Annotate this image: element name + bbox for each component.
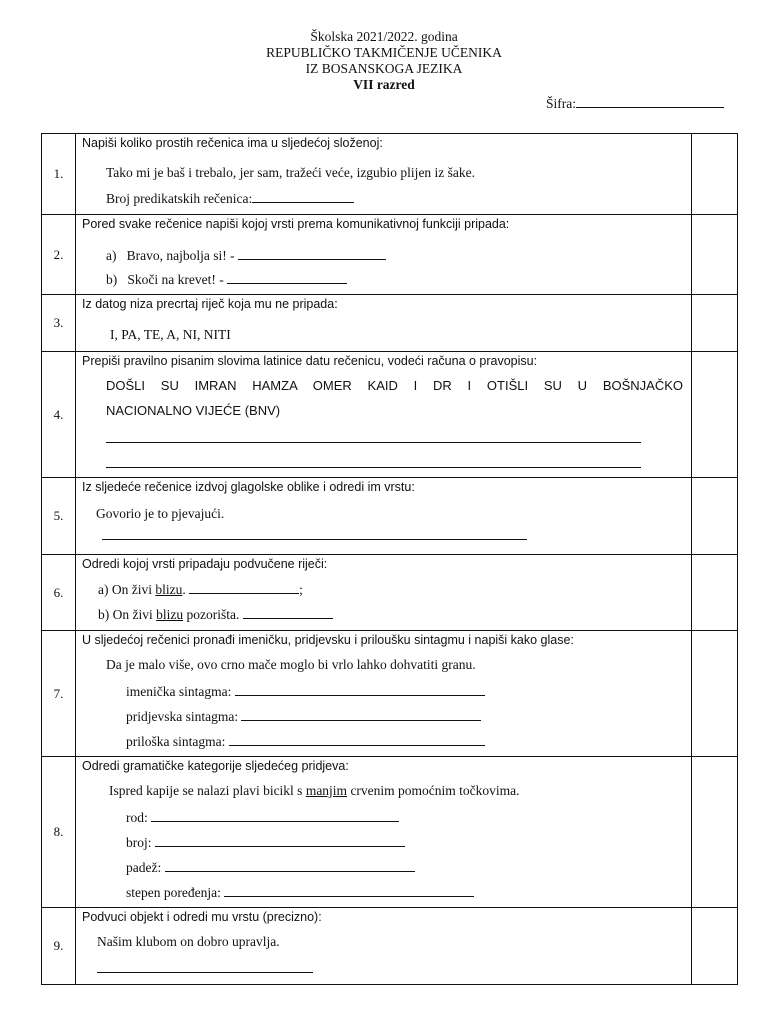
underlined-word: blizu <box>156 607 184 622</box>
field-label: imenička sintagma: <box>126 684 232 699</box>
question-sentence: Govorio je to pjevajući. <box>96 506 225 521</box>
question-sentence: Da je malo više, ovo crno mače moglo bi vrlo lahko dohvatiti granu. <box>106 657 476 672</box>
underlined-word: blizu <box>155 582 183 597</box>
answer-blank[interactable] <box>238 247 386 260</box>
answer-line <box>126 708 481 725</box>
answer-blank[interactable] <box>235 683 485 696</box>
question-body <box>76 215 692 295</box>
question-body <box>76 631 692 757</box>
item-marker: a) <box>106 248 117 263</box>
item-marker: b) <box>106 272 118 287</box>
question-prompt: Iz sljedeće rečenice izdvoj glagolske oblike i odredi im vrstu: <box>82 480 415 494</box>
question-number: 8. <box>42 757 76 908</box>
answer-line <box>126 859 415 876</box>
score-cell[interactable] <box>692 908 738 985</box>
answer-line <box>98 606 333 623</box>
question-body <box>76 478 692 555</box>
question-sentence <box>109 783 520 799</box>
item-text: pozorišta. <box>183 607 240 622</box>
question-body <box>76 295 692 352</box>
question-number: 6. <box>42 555 76 631</box>
field-label: rod: <box>126 810 148 825</box>
question-row-8 <box>42 757 738 908</box>
question-row-5 <box>42 478 738 555</box>
answer-line <box>126 834 405 851</box>
question-number: 1. <box>42 134 76 215</box>
question-sentence: Našim klubom on dobro upravlja. <box>97 934 280 949</box>
sentence-part: Ispred kapije se nalazi plavi bicikl s <box>109 783 306 798</box>
item-text: . <box>182 582 186 597</box>
field-label: stepen poređenja: <box>126 885 221 900</box>
score-cell[interactable] <box>692 631 738 757</box>
question-prompt: Odredi kojoj vrsti pripadaju podvučene riječi: <box>82 557 328 571</box>
answer-line <box>106 271 347 288</box>
question-row-9 <box>42 908 738 985</box>
question-prompt: Iz datog niza precrtaj riječ koja mu ne pripada: <box>82 297 338 311</box>
question-body <box>76 134 692 215</box>
item-text: a) On živi <box>98 582 156 597</box>
field-label: pridjevska sintagma: <box>126 709 239 724</box>
answer-blank[interactable] <box>227 271 347 284</box>
score-cell[interactable] <box>692 295 738 352</box>
question-row-2 <box>42 215 738 295</box>
item-text: Skoči na krevet! - <box>127 272 224 287</box>
question-row-4 <box>42 352 738 478</box>
question-row-7 <box>42 631 738 757</box>
score-cell[interactable] <box>692 352 738 478</box>
answer-line <box>126 809 399 826</box>
answer-line <box>126 683 485 700</box>
question-number: 5. <box>42 478 76 555</box>
question-number: 7. <box>42 631 76 757</box>
answer-blank[interactable] <box>155 834 405 847</box>
underlined-word: manjim <box>305 783 348 798</box>
question-number: 4. <box>42 352 76 478</box>
question-prompt: Prepiši pravilno pisanim slovima latinice datu rečenicu, vodeći računa o pravopisu: <box>82 354 538 368</box>
answer-line <box>106 247 386 264</box>
question-body <box>76 757 692 908</box>
score-cell[interactable] <box>692 478 738 555</box>
field-label: padež: <box>126 860 162 875</box>
code-field <box>546 95 724 112</box>
code-label: Šifra: <box>546 96 576 111</box>
field-label: broj: <box>126 835 152 850</box>
grade-label: VII razred <box>353 77 415 92</box>
answer-line <box>106 190 354 207</box>
question-row-3 <box>42 295 738 352</box>
sentence-line-2: NACIONALNO VIJEĆE (BNV) <box>106 403 281 418</box>
item-text: b) On živi <box>98 607 157 622</box>
answer-blank[interactable] <box>106 442 641 443</box>
score-cell[interactable] <box>692 215 738 295</box>
score-cell[interactable] <box>692 555 738 631</box>
answer-blank[interactable] <box>97 972 313 973</box>
answer-label: Broj predikatskih rečenica: <box>106 191 253 206</box>
word-series: I, PA, TE, A, NI, NITI <box>110 327 231 342</box>
question-table <box>41 133 738 985</box>
question-prompt: Pored svake rečenice napiši kojoj vrsti prema komunikativnoj funkciji pripada: <box>82 217 510 231</box>
answer-line <box>126 733 485 750</box>
answer-blank[interactable] <box>151 809 399 822</box>
school-year: Školska 2021/2022. godina <box>310 29 458 44</box>
question-row-6 <box>42 555 738 631</box>
score-cell[interactable] <box>692 134 738 215</box>
question-prompt: U sljedećoj rečenici pronađi imeničku, pridjevsku i priloušku sintagmu i napiši kako glase: <box>82 633 574 647</box>
field-label: priloška sintagma: <box>126 734 226 749</box>
subject-title: IZ BOSANSKOGA JEZIKA <box>305 61 463 76</box>
answer-blank[interactable] <box>102 539 527 540</box>
question-row-1 <box>42 134 738 215</box>
competition-title: REPUBLIČKO TAKMIČENJE UČENIKA <box>266 45 502 60</box>
answer-blank[interactable] <box>241 708 481 721</box>
item-text: ; <box>299 582 303 597</box>
question-prompt: Napiši koliko prostih rečenica ima u sljedećoj složenoj: <box>82 136 383 150</box>
question-prompt: Podvuci objekt i odredi mu vrstu (precizno): <box>82 910 322 924</box>
question-number: 3. <box>42 295 76 352</box>
answer-blank[interactable] <box>229 733 485 746</box>
answer-blank[interactable] <box>165 859 415 872</box>
score-cell[interactable] <box>692 757 738 908</box>
question-prompt: Odredi gramatičke kategorije sljedećeg pridjeva: <box>82 759 349 773</box>
sentence-part: crvenim pomoćnim točkovima. <box>347 783 520 798</box>
answer-blank[interactable] <box>243 606 333 619</box>
question-body <box>76 352 692 478</box>
answer-line <box>98 581 303 598</box>
sentence-line-1: DOŠLI SU IMRAN HAMZA OMER KAID I DR I OTIŠLI SU U BOŠNJAČKO <box>106 378 683 393</box>
question-body <box>76 555 692 631</box>
answer-blank[interactable] <box>106 467 641 468</box>
question-sentence: Tako mi je baš i trebalo, jer sam, tražeći veće, izgubio plijen iz šake. <box>106 165 476 180</box>
item-text: Bravo, najbolja si! - <box>126 248 235 263</box>
answer-line <box>126 884 474 901</box>
question-body <box>76 908 692 985</box>
code-blank[interactable] <box>576 95 724 108</box>
question-number: 9. <box>42 908 76 985</box>
answer-blank[interactable] <box>252 190 354 203</box>
question-number: 2. <box>42 215 76 295</box>
answer-blank[interactable] <box>224 884 474 897</box>
document-header <box>0 29 768 93</box>
answer-blank[interactable] <box>189 581 299 594</box>
